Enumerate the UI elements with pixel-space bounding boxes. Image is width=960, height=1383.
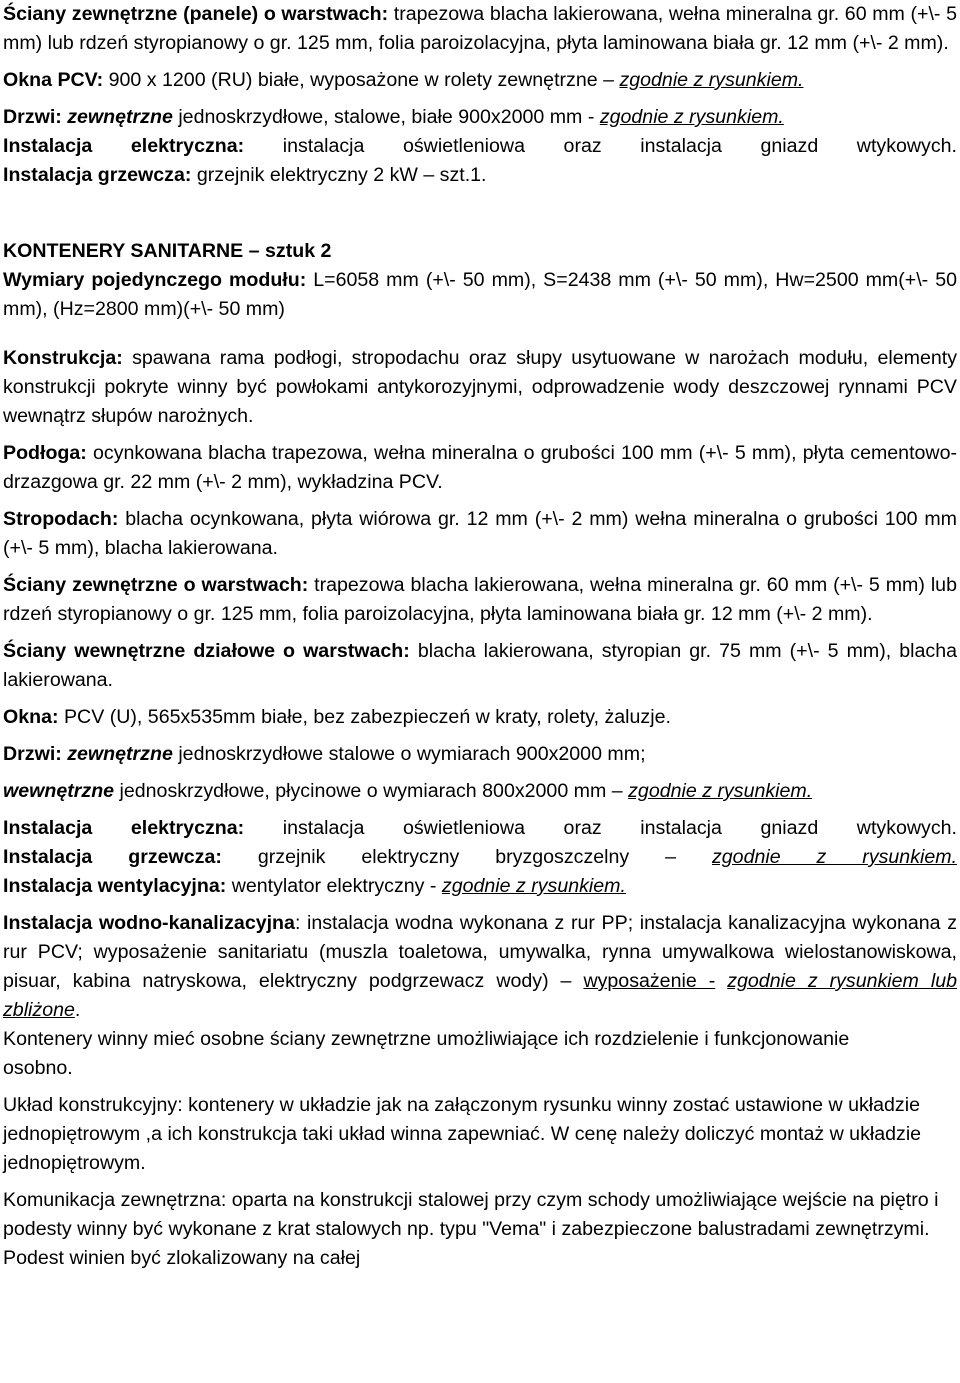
electric-text: instalacja oświetleniowa oraz instalacja gniazd wtykowych. <box>282 135 957 157</box>
paragraph-ventilation <box>3 872 957 901</box>
document-page <box>3 0 957 1273</box>
paragraph-doors <box>3 103 957 132</box>
water-label: Instalacja wodno-kanalizacyjna <box>3 912 295 934</box>
heating-label: Instalacja grzewcza: <box>3 164 192 186</box>
paragraph-water <box>3 909 957 1025</box>
sanitary-windows-label: Okna: <box>3 706 59 728</box>
water-text: : instalacja wodna wykonana z rur PP; instalacja kanalizacyjna wykonana z rur PCV; wyposażenie sanitariatu (muszla toaletowa, umywalka, rynna umywalkowa wielostanowiskowa, pisuar, kabina natryskowa, elektryczny podgrzewacz wody) – <box>3 912 957 992</box>
sanitary-windows-text: PCV (U), 565x535mm białe, bez zabezpieczeń w kraty, rolety, żaluzje. <box>63 706 671 728</box>
doors-link: zgodnie z rysunkiem. <box>599 106 784 128</box>
internal-walls-text: blacha lakierowana, styropian gr. 75 mm (+\- 5 mm), blacha lakierowana. <box>3 640 958 691</box>
paragraph-inner-doors <box>3 777 957 806</box>
sanitary-electric-label: Instalacja elektryczna: <box>3 817 245 839</box>
section-heading-sanitary <box>3 237 957 266</box>
walls-label: Ściany zewnętrzne (panele) o warstwach: <box>3 3 389 25</box>
paragraph-layout: Układ konstrukcyjny: kontenery w układzie jak na załączonym rysunku winny zostać ustawione w układzie jednopiętrowym ,a ich konstrukcja taki układ winna zapewniać. W cenę należy doliczyć montaż w układzie jednopiętrowym. <box>3 1094 922 1174</box>
paragraph-heating <box>3 161 957 190</box>
water-end: . <box>74 999 81 1021</box>
inner-doors-link: zgodnie z rysunkiem. <box>628 780 813 802</box>
sanitary-heading: KONTENERY SANITARNE – sztuk 2 <box>3 240 332 262</box>
sanitary-electric-text: instalacja oświetleniowa oraz instalacja gniazd wtykowych. <box>282 817 957 839</box>
paragraph-separate-walls: Kontenery winny mieć osobne ściany zewnętrzne umożliwiające ich rozdzielenie i funkcjonowanie osobno. <box>3 1028 850 1079</box>
paragraph-internal-walls <box>3 637 957 695</box>
floor-text: ocynkowana blacha trapezowa, wełna mineralna o grubości 100 mm (+\- 5 mm), płyta cementowo-drzazgowa gr. 22 mm (+\- 2 mm), wykładzina PCV. <box>3 442 957 493</box>
paragraph-dimensions <box>3 266 957 324</box>
walls-text: trapezowa blacha lakierowana, wełna mineralna gr. 60 mm (+\- 5 mm) lub rdzeń styropianowy o gr. 125 mm, folia paroizolacyjna, płyta laminowana biała gr. 12 mm (+\- 2 mm). <box>3 3 957 54</box>
electric-label: Instalacja elektryczna: <box>3 135 245 157</box>
construction-label: Konstrukcja: <box>3 347 123 369</box>
ventilation-link: zgodnie z rysunkiem. <box>441 875 626 897</box>
roof-text: blacha ocynkowana, płyta wiórowa gr. 12 mm (+\- 2 mm) wełna mineralna o grubości 100 mm (+\- 5 mm), blacha lakierowana. <box>3 508 957 559</box>
paragraph-sanitary-windows <box>3 703 957 732</box>
inner-doors-emphasis: wewnętrzne <box>3 780 115 802</box>
windows-link: zgodnie z rysunkiem. <box>619 69 804 91</box>
external-walls-label: Ściany zewnętrzne o warstwach: <box>3 574 309 596</box>
floor-label: Podłoga: <box>3 442 87 464</box>
external-walls-text: trapezowa blacha lakierowana, wełna mineralna gr. 60 mm (+\- 5 mm) lub rdzeń styropianowy o gr. 125 mm, folia paroizolacyjna, płyta laminowana biała gr. 12 mm (+\- 2 mm). <box>3 574 957 625</box>
doors-text: jednoskrzydłowe, stalowe, białe 900x2000 mm - <box>178 106 595 128</box>
paragraph-walls-panels <box>3 0 957 58</box>
sanitary-doors-label: Drzwi: <box>3 743 62 765</box>
paragraph-roof <box>3 505 957 563</box>
paragraph-sanitary-electric <box>3 814 957 843</box>
roof-label: Stropodach: <box>3 508 119 530</box>
dimensions-label: Wymiary pojedynczego modułu: <box>3 269 307 291</box>
paragraph-communication: Komunikacja zewnętrzna: oparta na konstrukcji stalowej przy czym schody umożliwiające wejście na piętro i podesty winny być wykonane z krat stalowych np. typu "Vema" i zabezpieczone balustradami zewnętrzymi. Podest winien być zlokalizowany na całej <box>3 1189 939 1269</box>
sanitary-doors-text: jednoskrzydłowe stalowe o wymiarach 900x2000 mm; <box>178 743 646 765</box>
water-link-a: wyposażenie - <box>583 970 716 992</box>
paragraph-electric <box>3 132 957 161</box>
water-link-b: zgodnie z rysunkiem lub zbliżone <box>3 970 958 1021</box>
sanitary-heating-label: Instalacja grzewcza: <box>3 846 222 868</box>
doors-label: Drzwi: <box>3 106 62 128</box>
internal-walls-label: Ściany wewnętrzne działowe o warstwach: <box>3 640 410 662</box>
ventilation-text: wentylator elektryczny - <box>231 875 437 897</box>
ventilation-label: Instalacja wentylacyjna: <box>3 875 227 897</box>
paragraph-external-walls <box>3 571 957 629</box>
paragraph-floor <box>3 439 957 497</box>
inner-doors-text: jednoskrzydłowe, płycinowe o wymiarach 800x2000 mm – <box>119 780 623 802</box>
sanitary-heating-text: grzejnik elektryczny bryzgoszczelny – <box>257 846 677 868</box>
dimensions-text: L=6058 mm (+\- 50 mm), S=2438 mm (+\- 50 mm), Hw=2500 mm(+\- 50 mm), (Hz=2800 mm)(+\- 50 mm) <box>3 269 957 320</box>
windows-text: 900 x 1200 (RU) białe, wyposażone w rolety zewnętrzne – <box>108 69 614 91</box>
paragraph-sanitary-doors <box>3 740 957 769</box>
paragraph-sanitary-heating <box>3 843 957 872</box>
sanitary-doors-emphasis: zewnętrzne <box>67 743 173 765</box>
construction-text: spawana rama podłogi, stropodachu oraz słupy usytuowane w narożach modułu, elementy konstrukcji pokryte winny być powłokami antykorozyjnymi, odprowadzenie wody deszczowej rynnami PCV wewnątrz słupów narożnych. <box>3 347 957 427</box>
doors-emphasis: zewnętrzne <box>67 106 173 128</box>
heating-text: grzejnik elektryczny 2 kW – szt.1. <box>196 164 487 186</box>
paragraph-construction <box>3 344 957 431</box>
paragraph-windows <box>3 66 957 95</box>
windows-label: Okna PCV: <box>3 69 104 91</box>
sanitary-heating-link: zgodnie z rysunkiem. <box>711 846 958 868</box>
